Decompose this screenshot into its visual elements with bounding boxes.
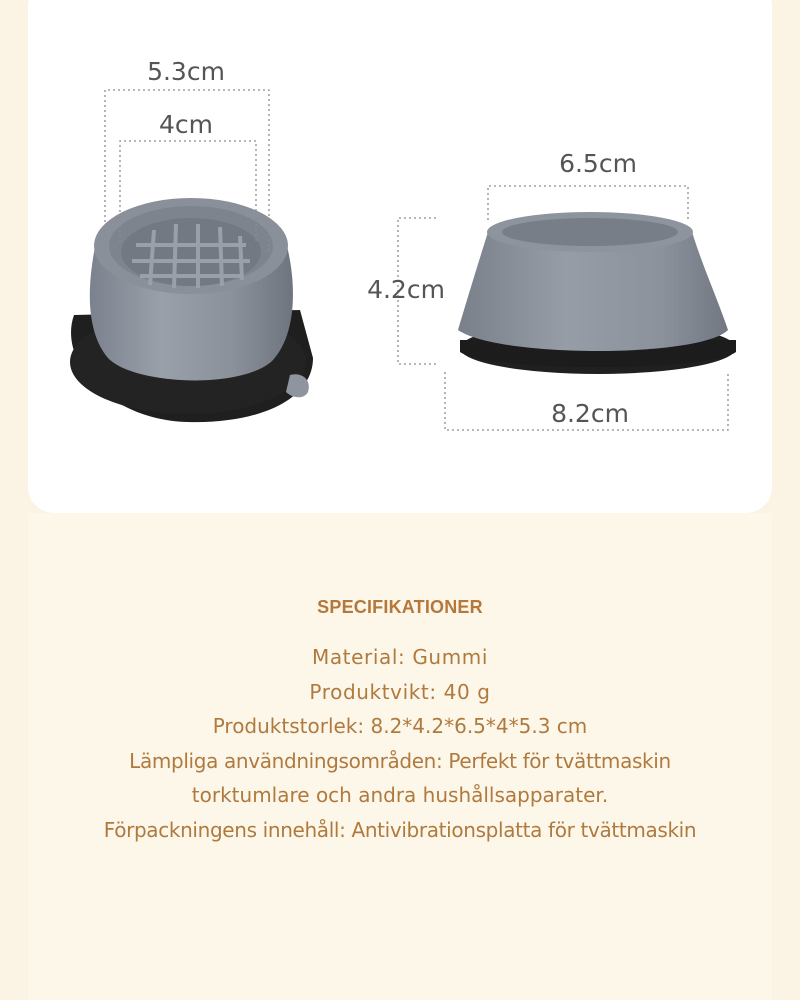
pad-top-view-icon [70,57,313,422]
spec-title: SPECIFIKATIONER [317,597,483,617]
spec-line-size: Produktstorlek: 8.2*4.2*6.5*4*5.3 cm [212,714,588,738]
spec-line-material: Material: Gummi [311,645,489,669]
spec-line-usage: Lämpliga användningsområden: Perfekt för tvättmaskin [129,748,671,773]
spec-line-contents: Förpackningens innehåll: Antivibrationsplatta för tvättmaskin [103,817,697,842]
dimension-side-base: 8.2cm [551,399,629,428]
dimension-top-outer: 5.3cm [147,57,225,86]
product-illustration [28,0,772,513]
spec-line-usage-cont: torktumlare och andra hushållsapparater. [191,783,609,807]
spec-line-weight: Produktvikt: 40 g [309,679,491,704]
pad-side-view-icon [367,149,736,430]
dimension-top-inner: 4cm [158,110,214,139]
product-image-card [28,0,772,513]
spec-list [0,640,800,847]
dimension-side-top: 6.5cm [559,149,637,178]
dimension-side-height: 4.2cm [367,275,445,304]
